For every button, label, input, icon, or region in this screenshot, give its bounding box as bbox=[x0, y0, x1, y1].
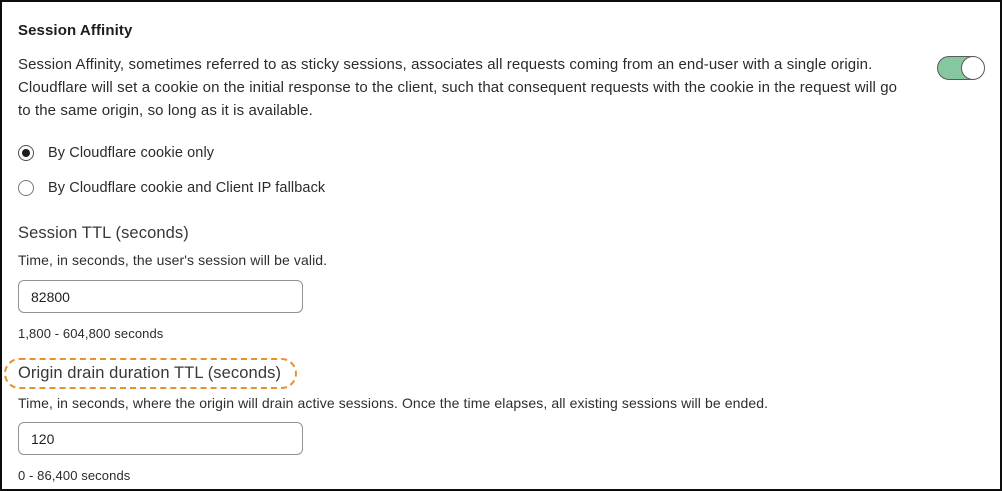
session-ttl-input[interactable] bbox=[18, 280, 303, 313]
intro-row bbox=[18, 53, 984, 122]
session-ttl-description: Time, in seconds, the user's session will be valid. bbox=[18, 252, 328, 268]
radio-cookie-only-label: By Cloudflare cookie only bbox=[48, 145, 215, 161]
radio-cookie-only[interactable] bbox=[18, 145, 984, 161]
affinity-mode-radio-group bbox=[18, 145, 984, 196]
radio-cookie-ip-fallback[interactable] bbox=[18, 180, 984, 196]
session-affinity-toggle[interactable] bbox=[937, 56, 984, 80]
radio-selected-icon bbox=[18, 145, 34, 161]
toggle-wrap bbox=[937, 56, 984, 80]
session-ttl-hint: 1,800 - 604,800 seconds bbox=[18, 326, 164, 341]
origin-drain-input[interactable] bbox=[18, 422, 303, 455]
origin-drain-label: Origin drain duration TTL (seconds) bbox=[18, 364, 282, 382]
origin-drain-annotation-wrap bbox=[4, 358, 984, 389]
panel-title: Session Affinity bbox=[18, 22, 133, 39]
radio-unselected-icon bbox=[18, 180, 34, 196]
toggle-knob bbox=[961, 56, 985, 80]
session-ttl-label: Session TTL (seconds) bbox=[18, 224, 189, 242]
origin-drain-description: Time, in seconds, where the origin will drain active sessions. Once the time elapses, all existing sessions will be ended. bbox=[18, 395, 769, 411]
orange-dashed-annotation bbox=[4, 358, 297, 389]
radio-cookie-ip-fallback-label: By Cloudflare cookie and Client IP fallback bbox=[48, 180, 326, 196]
origin-drain-hint: 0 - 86,400 seconds bbox=[18, 468, 131, 483]
panel-description: Session Affinity, sometimes referred to as sticky sessions, associates all requests coming from an end-user with a single origin. Cloudflare will set a cookie on the initial response to the client, such that consequent requests with the cookie in the request will go to the same origin, so long as it is available. bbox=[18, 56, 898, 119]
